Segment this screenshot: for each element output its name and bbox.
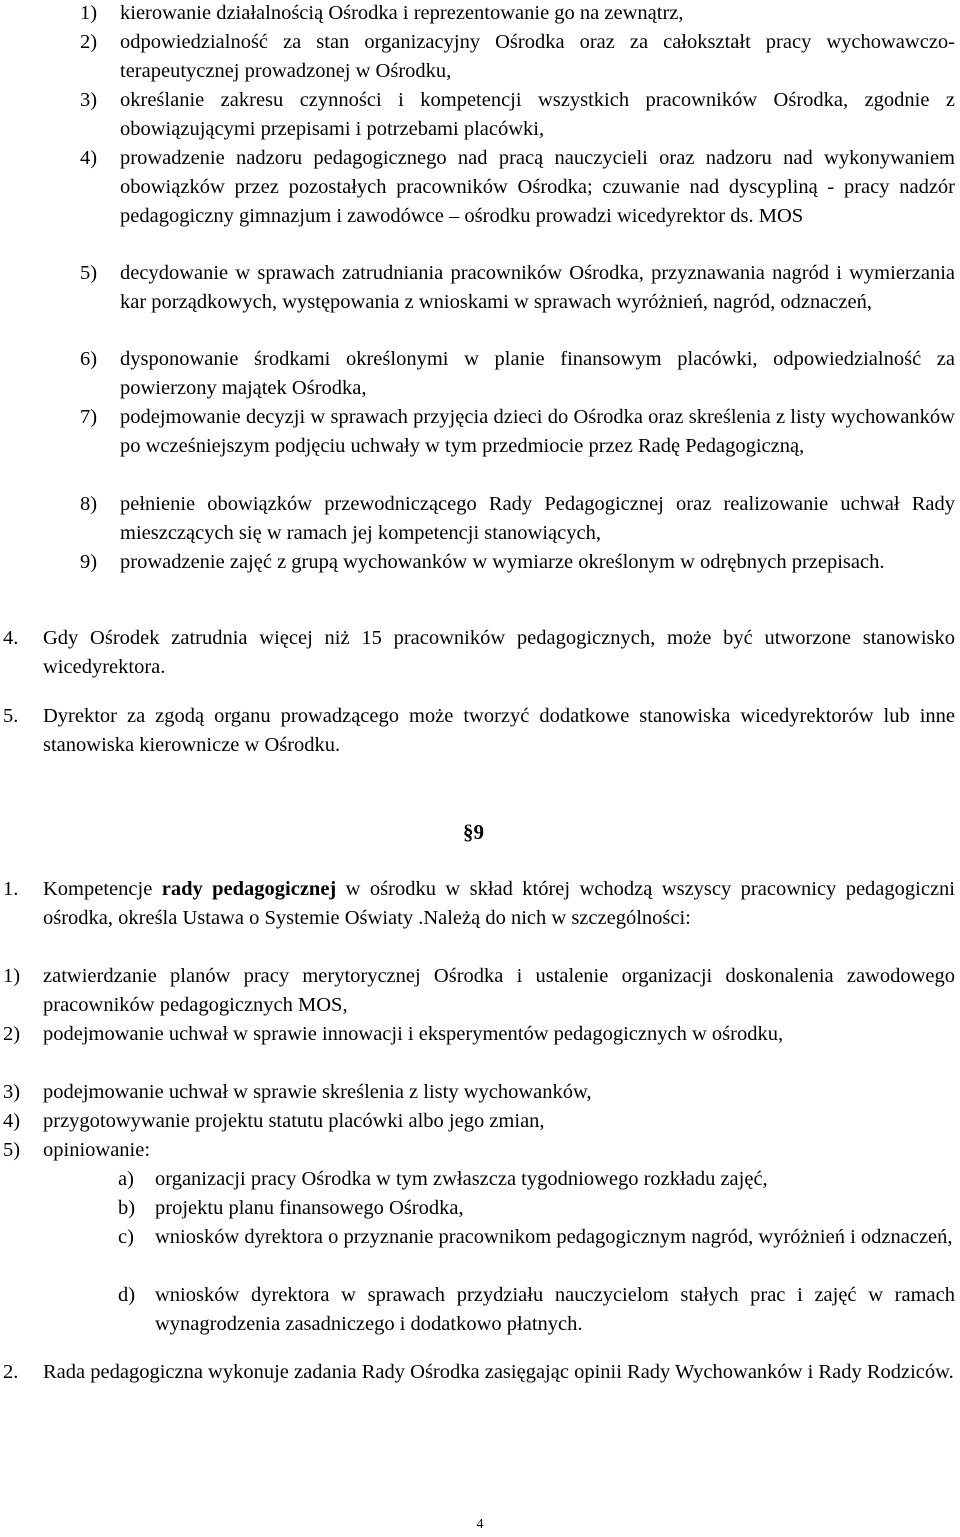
list-number: 7) <box>80 406 98 428</box>
list-number: 3) <box>3 1081 21 1103</box>
list-item <box>0 1136 955 1165</box>
list-item <box>0 1078 955 1107</box>
list-text: podejmowanie decyzji w sprawach przyjęcia dzieci do Ośrodka oraz skreślenia z listy wychowanków po wcześniejszym podjęciu uchwały w tym przedmiocie przez Radę Pedagogiczną, <box>120 406 955 457</box>
list-number: 1) <box>80 2 98 24</box>
list-number: 3) <box>80 89 98 111</box>
list-text: odpowiedzialność za stan organizacyjny Ośrodka oraz za całokształt pracy wychowawczo-terapeutycznej prowadzonej w Ośrodku, <box>120 31 955 82</box>
list-item <box>0 144 955 231</box>
list-number: 1) <box>3 965 21 987</box>
paragraph-number: 4. <box>3 627 19 649</box>
sublist-text: wniosków dyrektora o przyznanie pracownikom pedagogicznym nagród, wyróżnień i odznaczeń, <box>155 1226 953 1248</box>
paragraph-text: Rada pedagogiczna wykonuje zadania Rady Ośrodka zasięgając opinii Rady Wychowanków i Rady Rodziców. <box>43 1361 954 1383</box>
list-number: 5) <box>3 1139 21 1161</box>
paragraph-text <box>43 875 955 933</box>
list-number: 9) <box>80 551 98 573</box>
list-number: 5) <box>80 262 98 284</box>
list-item <box>0 86 955 144</box>
bold-term: rady pedagogicznej <box>161 878 337 900</box>
list-item <box>0 1020 955 1049</box>
paragraph-number: 2. <box>3 1361 19 1383</box>
sublist-letter: c) <box>118 1226 134 1248</box>
text-run: Kompetencje <box>43 878 162 900</box>
list-text: dysponowanie środkami określonymi w planie finansowym placówki, odpowiedzialność za powierzony majątek Ośrodka, <box>120 348 955 399</box>
paragraph-text: Gdy Ośrodek zatrudnia więcej niż 15 pracowników pedagogicznych, może być utworzone stanowisko wicedyrektora. <box>43 627 955 678</box>
text-run: w ośrodku w skład której wchodzą wszyscy pracownicy pedagogiczni ośrodka, określa Ustawa o Systemie Oświaty .Należą do nich w szczególności: <box>43 878 955 929</box>
sublist-text: organizacji pracy Ośrodka w tym zwłaszcza tygodniowego rozkładu zajęć, <box>155 1168 768 1190</box>
section-heading: §9 <box>463 820 484 844</box>
page-number: 4 <box>476 1517 484 1532</box>
list-item <box>0 345 955 403</box>
list-text: pełnienie obowiązków przewodniczącego Rady Pedagogicznej oraz realizowanie uchwał Rady mieszczących się w ramach jej kompetencji stanowiących, <box>120 493 955 544</box>
list-text: opiniowanie: <box>43 1139 151 1161</box>
list-item <box>0 0 955 28</box>
list-item <box>0 548 955 577</box>
list-text: określanie zakresu czynności i kompetencji wszystkich pracowników Ośrodka, zgodnie z obowiązującymi przepisami i potrzebami placówki, <box>120 89 955 140</box>
numbered-paragraph <box>0 702 955 760</box>
list-text: podejmowanie uchwał w sprawie skreślenia z listy wychowanków, <box>43 1081 592 1103</box>
sublist-letter: a) <box>118 1168 134 1190</box>
list-text: przygotowywanie projektu statutu placówki albo jego zmian, <box>43 1110 545 1132</box>
paragraph-number: 5. <box>3 705 19 727</box>
sublist-letter: b) <box>118 1197 136 1219</box>
list-item <box>0 1107 955 1136</box>
list-text: decydowanie w sprawach zatrudniania pracowników Ośrodka, przyznawania nagród i wymierzania kar porządkowych, występowania z wnioskami w sprawach wyróżnień, nagród, odznaczeń, <box>120 262 955 313</box>
list-item <box>0 259 955 317</box>
sublist-text: projektu planu finansowego Ośrodka, <box>155 1197 464 1219</box>
sublist-item <box>0 1223 955 1252</box>
sublist-item <box>0 1194 955 1223</box>
sublist-text: wniosków dyrektora w sprawach przydziału nauczycielom stałych prac i zajęć w ramach wynagrodzenia zasadniczego i dodatkowo płatnych. <box>155 1284 955 1335</box>
list-item <box>0 962 955 1020</box>
list-text: kierowanie działalnością Ośrodka i reprezentowanie go na zewnątrz, <box>120 2 684 24</box>
paragraph-number: 1. <box>3 878 19 900</box>
list-number: 8) <box>80 493 98 515</box>
numbered-paragraph <box>0 624 955 682</box>
list-number: 4) <box>3 1110 21 1132</box>
list-item <box>0 490 955 548</box>
sublist-letter: d) <box>118 1284 136 1306</box>
list-text: podejmowanie uchwał w sprawie innowacji i eksperymentów pedagogicznych w ośrodku, <box>43 1023 784 1045</box>
list-item <box>0 403 955 461</box>
sublist-item <box>0 1281 955 1339</box>
list-number: 2) <box>3 1023 21 1045</box>
list-text: zatwierdzanie planów pracy merytorycznej Ośrodka i ustalenie organizacji doskonalenia zawodowego pracowników pedagogicznych MOS, <box>43 965 955 1016</box>
list-number: 6) <box>80 348 98 370</box>
list-number: 4) <box>80 147 98 169</box>
sublist-item <box>0 1165 955 1194</box>
list-number: 2) <box>80 31 98 53</box>
list-text: prowadzenie zajęć z grupą wychowanków w wymiarze określonym w odrębnych przepisach. <box>120 551 885 573</box>
numbered-paragraph <box>0 1358 955 1387</box>
list-text: prowadzenie nadzoru pedagogicznego nad pracą nauczycieli oraz nadzoru nad wykonywaniem obowiązków przez pozostałych pracowników Ośrodka; czuwanie nad dyscypliną - pracy nadzór pedagogiczny gimnazjum i zawodówce – ośrodku prowadzi wicedyrektor ds. MOS <box>120 147 955 227</box>
paragraph-text: Dyrektor za zgodą organu prowadzącego może tworzyć dodatkowe stanowiska wicedyrektorów lub inne stanowiska kierownicze w Ośrodku. <box>43 705 955 756</box>
list-item <box>0 28 955 86</box>
numbered-paragraph <box>0 875 955 933</box>
